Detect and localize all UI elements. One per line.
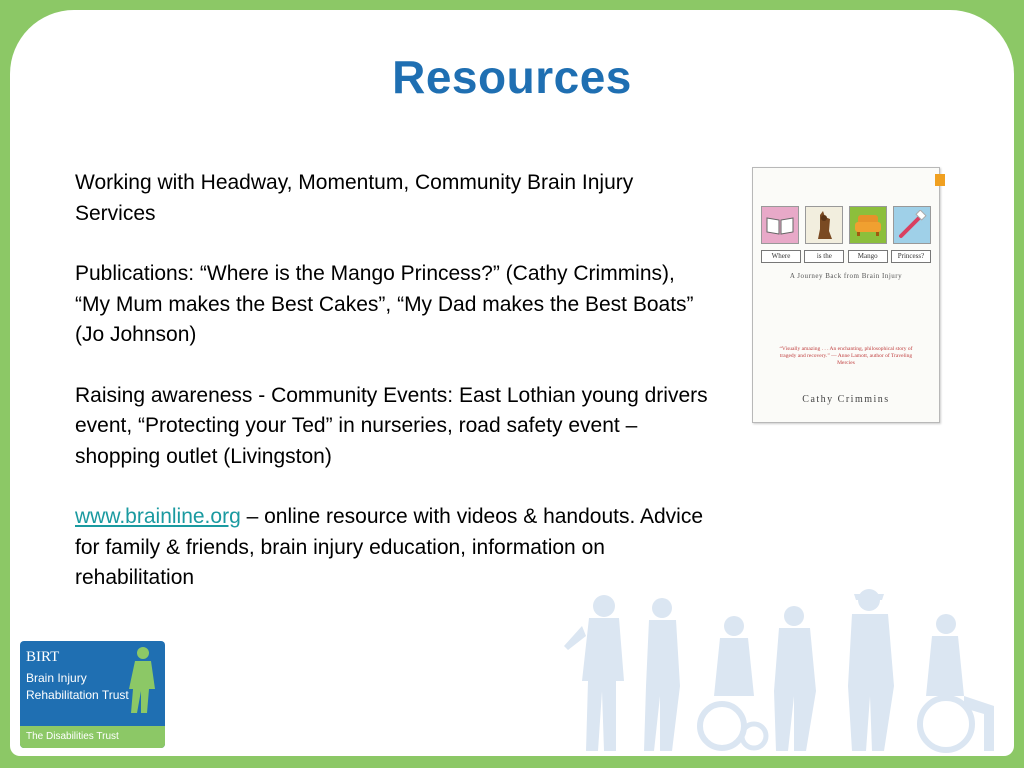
slide-title: Resources (392, 51, 632, 103)
paragraph-brainline (75, 502, 715, 594)
logo-birt: BIRT (26, 649, 60, 665)
paragraph-publications: Publications: “Where is the Mango Princess?” (Cathy Crimmins), “My Mum makes the Best Cakes”, “My Dad makes the Best Boats” (Jo Johnson) (75, 262, 694, 346)
book-word: is the (804, 250, 844, 263)
book-cover-image (752, 167, 940, 423)
logo-figure-icon (125, 645, 159, 715)
book-word: Princess? (891, 250, 931, 263)
brainline-description: – online resource with videos & handouts. Advice for family & friends, brain injury education, information on rehabilitation (75, 505, 704, 589)
brainline-link[interactable]: www.brainline.org (75, 505, 241, 528)
dog-icon (805, 206, 843, 244)
book-icon (761, 206, 799, 244)
paragraph-partners: Working with Headway, Momentum, Community Brain Injury Services (75, 171, 634, 225)
book-word: Mango (848, 250, 888, 263)
book-word: Where (761, 250, 801, 263)
book-quote: “Visually amazing . . . An enchanting, philosophical story of tragedy and recovery.” — Anne Lamott, author of Traveling Mercies (779, 346, 913, 366)
people-silhouettes-illustration (554, 586, 1014, 756)
book-subtitle: A Journey Back from Brain Injury (789, 272, 903, 280)
body-text (75, 168, 715, 624)
paragraph-awareness: Raising awareness - Community Events: East Lothian young drivers event, “Protecting your Ted” in nurseries, road safety event – shopping outlet (Livingston) (75, 383, 708, 468)
birt-logo (20, 641, 165, 748)
book-bookmark-tab (935, 174, 945, 186)
logo-rehabilitation-trust: Rehabilitation Trust (26, 688, 129, 702)
toothbrush-icon (893, 206, 931, 244)
slide (10, 10, 1014, 756)
book-author: Cathy Crimmins (802, 394, 890, 405)
armchair-icon (849, 206, 887, 244)
book-picture-tiles (761, 206, 931, 244)
logo-brain-injury: Brain Injury (26, 671, 87, 685)
logo-footer: The Disabilities Trust (20, 726, 165, 748)
book-title-words (761, 250, 931, 263)
